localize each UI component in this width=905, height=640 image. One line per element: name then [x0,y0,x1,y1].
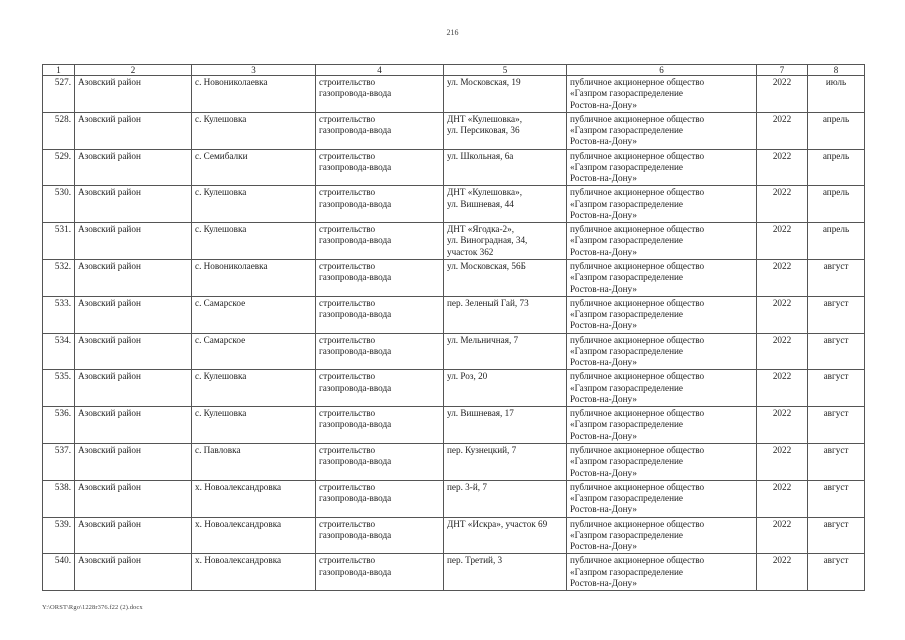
organization-cell-line: «Газпром газораспределение [570,566,683,577]
year-cell: 2022 [757,112,808,149]
organization-cell-line: «Газпром газораспределение [570,493,683,504]
organization-cell-line: Ростов-на-Дону» [570,430,637,441]
settlement-cell: с. Новониколаевка [192,259,316,296]
year-cell: 2022 [757,259,808,296]
address-cell [444,407,567,444]
organization-cell-line: публичное акционерное общество [570,150,705,161]
organization-cell [567,259,757,296]
organization-cell [567,333,757,370]
work-type-cell-line: газопровода-ввода [319,161,392,172]
column-number-header-row [43,65,865,76]
district-cell: Азовский район [75,333,192,370]
address-cell [444,443,567,480]
row-number-cell: 533. [43,296,75,333]
work-type-cell-line: газопровода-ввода [319,345,392,356]
address-cell-line: пер. Третий, 3 [447,555,503,566]
address-cell-line: ул. Мельничная, 7 [447,334,519,345]
address-cell-line: ДНТ «Искра», участок 69 [447,518,548,529]
settlement-cell: х. Новоалександровка [192,554,316,591]
organization-cell-line: Ростов-на-Дону» [570,541,637,552]
district-cell: Азовский район [75,223,192,260]
address-cell-line: ул. Московская, 56Б [447,260,526,271]
organization-cell-line: «Газпром газораспределение [570,309,683,320]
work-type-cell [316,259,444,296]
table-row [43,517,865,554]
organization-cell-line: Ростов-на-Дону» [570,504,637,515]
row-number-cell: 536. [43,407,75,444]
organization-cell [567,443,757,480]
organization-cell-line: публичное акционерное общество [570,260,705,271]
organization-cell-line: публичное акционерное общество [570,444,705,455]
work-type-cell-line: газопровода-ввода [319,382,392,393]
year-cell: 2022 [757,517,808,554]
column-header: 6 [567,65,757,76]
work-type-cell [316,480,444,517]
address-cell-line: ул. Вишневая, 44 [447,198,514,209]
organization-cell-line: «Газпром газораспределение [570,529,683,540]
work-type-cell-line: строительство [319,444,376,455]
organization-cell-line: публичное акционерное общество [570,371,705,382]
month-cell: август [808,296,865,333]
work-type-cell [316,186,444,223]
address-cell-line: ДНТ «Ягодка-2», [447,224,515,235]
organization-cell-line: «Газпром газораспределение [570,382,683,393]
column-header: 3 [192,65,316,76]
organization-cell [567,186,757,223]
work-type-cell-line: строительство [319,187,376,198]
organization-cell-line: публичное акционерное общество [570,334,705,345]
row-number-cell: 534. [43,333,75,370]
column-header: 8 [808,65,865,76]
organization-cell-line: «Газпром газораспределение [570,198,683,209]
year-cell: 2022 [757,76,808,113]
month-cell: апрель [808,223,865,260]
month-cell: апрель [808,186,865,223]
gas-pipeline-schedule-table [42,64,865,591]
work-type-cell-line: газопровода-ввода [319,198,392,209]
address-cell [444,76,567,113]
year-cell: 2022 [757,407,808,444]
work-type-cell-line: газопровода-ввода [319,419,392,430]
year-cell: 2022 [757,186,808,223]
address-cell-line: пер. 3-й, 7 [447,481,487,492]
table-row [43,259,865,296]
district-cell: Азовский район [75,443,192,480]
column-header: 2 [75,65,192,76]
year-cell: 2022 [757,333,808,370]
address-cell [444,149,567,186]
column-header: 4 [316,65,444,76]
address-cell-line: ул. Московская, 19 [447,77,521,87]
work-type-cell [316,407,444,444]
work-type-cell-line: строительство [319,150,376,161]
year-cell: 2022 [757,480,808,517]
year-cell: 2022 [757,149,808,186]
table-row [43,554,865,591]
address-cell-line: пер. Зеленый Гай, 73 [447,297,529,308]
work-type-cell-line: газопровода-ввода [319,456,392,467]
district-cell: Азовский район [75,296,192,333]
work-type-cell [316,554,444,591]
organization-cell-line: Ростов-на-Дону» [570,357,637,368]
address-cell [444,517,567,554]
table-row [43,480,865,517]
work-type-cell-line: газопровода-ввода [319,493,392,504]
settlement-cell: с. Павловка [192,443,316,480]
month-cell: август [808,259,865,296]
settlement-cell: с. Самарское [192,296,316,333]
work-type-cell [316,112,444,149]
work-type-cell [316,223,444,260]
work-type-cell [316,443,444,480]
district-cell: Азовский район [75,112,192,149]
address-cell-line: ДНТ «Кулешовка», [447,187,522,198]
organization-cell-line: «Газпром газораспределение [570,125,683,136]
district-cell: Азовский район [75,517,192,554]
row-number-cell: 535. [43,370,75,407]
district-cell: Азовский район [75,76,192,113]
address-cell [444,370,567,407]
month-cell: август [808,480,865,517]
row-number-cell: 540. [43,554,75,591]
address-cell-line: пер. Кузнецкий, 7 [447,444,517,455]
organization-cell [567,296,757,333]
table-row [43,443,865,480]
organization-cell-line: «Газпром газораспределение [570,345,683,356]
organization-cell-line: публичное акционерное общество [570,224,705,235]
year-cell: 2022 [757,554,808,591]
row-number-cell: 531. [43,223,75,260]
address-cell-line: ул. Вишневая, 17 [447,408,514,419]
settlement-cell: х. Новоалександровка [192,517,316,554]
organization-cell-line: Ростов-на-Дону» [570,283,637,294]
work-type-cell-line: газопровода-ввода [319,529,392,540]
work-type-cell [316,333,444,370]
organization-cell-line: Ростов-на-Дону» [570,209,637,220]
organization-cell-line: «Газпром газораспределение [570,88,683,99]
organization-cell [567,407,757,444]
settlement-cell: с. Кулешовка [192,112,316,149]
table-row [43,370,865,407]
organization-cell [567,517,757,554]
district-cell: Азовский район [75,554,192,591]
organization-cell [567,554,757,591]
address-cell-line: участок 362 [447,246,494,257]
organization-cell-line: публичное акционерное общество [570,297,705,308]
page-number: 216 [446,28,459,37]
address-cell [444,223,567,260]
work-type-cell [316,296,444,333]
organization-cell-line: Ростов-на-Дону» [570,320,637,331]
work-type-cell-line: строительство [319,371,376,382]
row-number-cell: 528. [43,112,75,149]
month-cell: август [808,333,865,370]
month-cell: август [808,370,865,407]
organization-cell [567,223,757,260]
work-type-cell-line: газопровода-ввода [319,272,392,283]
work-type-cell-line: строительство [319,408,376,419]
settlement-cell: с. Кулешовка [192,407,316,444]
district-cell: Азовский район [75,149,192,186]
organization-cell-line: публичное акционерное общество [570,408,705,419]
month-cell: август [808,443,865,480]
district-cell: Азовский район [75,259,192,296]
organization-cell [567,149,757,186]
address-cell [444,554,567,591]
row-number-cell: 532. [43,259,75,296]
year-cell: 2022 [757,370,808,407]
organization-cell-line: публичное акционерное общество [570,481,705,492]
address-cell-line: ул. Школьная, 6а [447,150,514,161]
work-type-cell-line: газопровода-ввода [319,125,392,136]
settlement-cell: с. Кулешовка [192,186,316,223]
work-type-cell-line: газопровода-ввода [319,309,392,320]
work-type-cell-line: газопровода-ввода [319,88,392,99]
address-cell-line: ул. Виноградная, 34, [447,235,528,246]
settlement-cell: х. Новоалександровка [192,480,316,517]
address-cell [444,480,567,517]
work-type-cell-line: газопровода-ввода [319,235,392,246]
organization-cell-line: «Газпром газораспределение [570,272,683,283]
work-type-cell-line: строительство [319,481,376,492]
year-cell: 2022 [757,296,808,333]
work-type-cell-line: строительство [319,260,376,271]
table-row [43,333,865,370]
organization-cell-line: Ростов-на-Дону» [570,577,637,588]
table-row [43,186,865,223]
address-cell [444,112,567,149]
file-path-footer: Y:\ORST\Rgo\1228r376.f22 (2).docx [42,604,143,611]
column-header: 7 [757,65,808,76]
organization-cell-line: Ростов-на-Дону» [570,467,637,478]
work-type-cell [316,517,444,554]
organization-cell-line: «Газпром газораспределение [570,456,683,467]
settlement-cell: с. Новониколаевка [192,76,316,113]
district-cell: Азовский район [75,407,192,444]
row-number-cell: 538. [43,480,75,517]
work-type-cell-line: строительство [319,555,376,566]
year-cell: 2022 [757,223,808,260]
organization-cell-line: Ростов-на-Дону» [570,246,637,257]
organization-cell [567,76,757,113]
organization-cell-line: публичное акционерное общество [570,555,705,566]
month-cell: август [808,407,865,444]
work-type-cell-line: строительство [319,224,376,235]
work-type-cell-line: строительство [319,334,376,345]
organization-cell [567,370,757,407]
address-cell-line: ул. Роз, 20 [447,371,488,382]
organization-cell-line: Ростов-на-Дону» [570,99,637,110]
organization-cell-line: публичное акционерное общество [570,187,705,198]
settlement-cell: с. Семибалки [192,149,316,186]
organization-cell-line: Ростов-на-Дону» [570,173,637,184]
row-number-cell: 529. [43,149,75,186]
district-cell: Азовский район [75,370,192,407]
table-row [43,223,865,260]
table-row [43,112,865,149]
month-cell: август [808,517,865,554]
work-type-cell [316,149,444,186]
settlement-cell: с. Кулешовка [192,370,316,407]
organization-cell-line: «Газпром газораспределение [570,161,683,172]
table-row [43,149,865,186]
month-cell: август [808,554,865,591]
address-cell-line: ДНТ «Кулешовка», [447,113,522,124]
address-cell [444,296,567,333]
year-cell: 2022 [757,443,808,480]
organization-cell [567,480,757,517]
row-number-cell: 537. [43,443,75,480]
work-type-cell [316,370,444,407]
work-type-cell-line: строительство [319,518,376,529]
table-row [43,296,865,333]
row-number-cell: 530. [43,186,75,223]
row-number-cell: 527. [43,76,75,113]
organization-cell-line: Ростов-на-Дону» [570,136,637,147]
organization-cell-line: «Газпром газораспределение [570,235,683,246]
address-cell-line: ул. Персиковая, 36 [447,125,520,136]
district-cell: Азовский район [75,480,192,517]
work-type-cell-line: строительство [319,297,376,308]
address-cell [444,259,567,296]
work-type-cell-line: строительство [319,77,376,87]
address-cell [444,333,567,370]
settlement-cell: с. Кулешовка [192,223,316,260]
work-type-cell [316,76,444,113]
district-cell: Азовский район [75,186,192,223]
organization-cell-line: публичное акционерное общество [570,518,705,529]
work-type-cell-line: газопровода-ввода [319,566,392,577]
row-number-cell: 539. [43,517,75,554]
column-header: 5 [444,65,567,76]
month-cell: апрель [808,112,865,149]
table-row [43,407,865,444]
column-header: 1 [43,65,75,76]
settlement-cell: с. Самарское [192,333,316,370]
month-cell: апрель [808,149,865,186]
organization-cell-line: публичное акционерное общество [570,77,705,87]
table-body [43,76,865,591]
work-type-cell-line: строительство [319,113,376,124]
month-cell: июль [808,76,865,113]
organization-cell-line: Ростов-на-Дону» [570,393,637,404]
organization-cell-line: публичное акционерное общество [570,113,705,124]
address-cell [444,186,567,223]
table-row [43,76,865,113]
organization-cell [567,112,757,149]
organization-cell-line: «Газпром газораспределение [570,419,683,430]
